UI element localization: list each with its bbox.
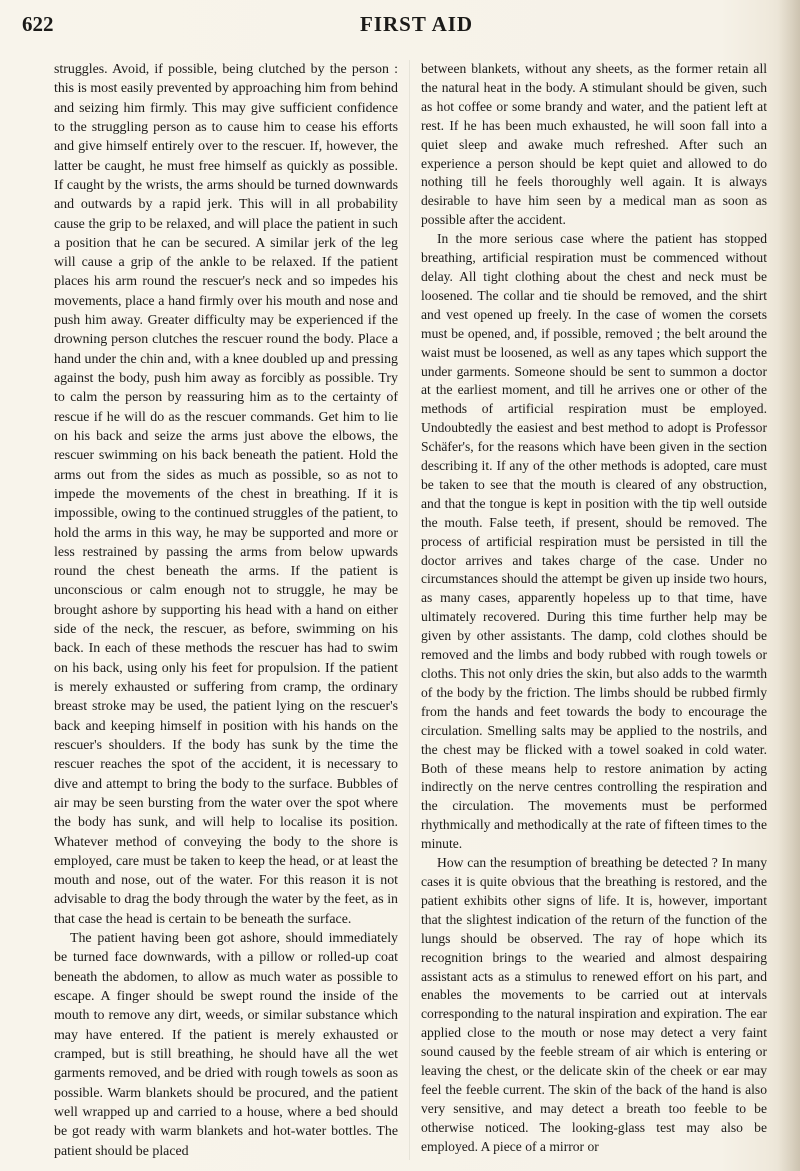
page-number: 622 bbox=[22, 12, 54, 36]
page-edge-shadow bbox=[778, 0, 800, 1171]
right-paragraph-3: How can the resumption of breathing be detected ? In many cases it is quite obvious that the breathing is restored, and the patient exhibits other signs of life. It is, however, important that the slightest indication of the return of the function of the lungs should be observed. The ray of hope which its recognition brings to the wearied and almost despairing assistant acts as a stimulus to renewed effort on his part, and enables the movements to be carried out at intervals corresponding to the natural inspiration and expiration. The ear applied close to the mouth or nose may detect a very faint sound caused by the feeble stream of air which is entering or leaving the chest, or the delicate skin of the cheek or ear may feel the feeble current. The skin of the back of the hand is also very sensitive, and may detect a breath too feeble to be otherwise noticed. The looking-glass test may also be employed. A piece of a mirror or bbox=[421, 855, 767, 1154]
left-column bbox=[54, 60, 398, 1161]
left-paragraph-2: The patient having been got ashore, should immediately be turned face downwards, with a pillow or rolled-up coat beneath the abdomen, to allow as much water as possible to escape. A finger should be swept round the inside of the mouth to remove any dirt, weeds, or similar substance which may have entered. If the patient is merely exhausted or cramped, but is still breathing, he should have all the wet garments removed, and be dried with rough towels as soon as possible. Warm blankets should be procured, and the patient well wrapped up and carried to a house, where a bed should be got ready with warm blankets and hot-water bottles. The patient should be placed bbox=[54, 931, 398, 1159]
running-head: FIRST AID bbox=[360, 12, 474, 36]
left-paragraph-1: struggles. Avoid, if possible, being clutched by the person : this is most easily prevented by approaching him from behind and seizing him firmly. This may give sufficient confidence to the struggling person as to cause him to cease his efforts and give himself entirely over to the rescuer. If, however, the latter be caught, he must free himself as quickly as possible. If caught by the wrists, the arms should be turned downwards and outwards by a rapid jerk. This will in all probability cause the grip to be relaxed, and will place the patient in such a position that he can be secured. A similar jerk of the leg will cause a grip of the ankle to be relaxed. If the patient places his arm round the rescuer's neck and so impedes his movements, place a hand firmly over his mouth and nose and push him away. Greater difficulty may be experienced if the drowning person clutches the rescuer round the body. Place a hand under the chin and, with a knee doubled up and pressing against the body, push him away as forcibly as possible. Try to calm the person by reassuring him as to the certainty of rescue if he will do as the rescuer commands. Get him to lie on his back and seize the arms just above the elbows, the rescuer swimming on his back beneath the patient. Hold the arms out from the sides as much as possible, so as not to impede the movements of the chest in breathing. If it is impossible, owing to the continued struggles of the patient, to hold the arms in this way, he may be supported and more or less restrained by passing the arms from below upwards round the chest beneath the arms. If the patient is unconscious or calm enough not to struggle, he may be brought ashore by supporting his head with a hand on either side of the neck, the rescuer, as before, swimming on his back. In each of these methods the rescuer has had to swim on his back, using only his feet for propulsion. If the patient is merely exhausted or suffering from cramp, the ordinary breast stroke may be used, the patient lying on the rescuer's back and keeping himself in position with his hands on the rescuer's shoulders. If the body has sunk by the time the rescuer reaches the spot of the accident, it is necessary to dive and attempt to bring the body to the surface. Bubbles of air may be seen bursting from the water over the spot where the body has sunk, and will help to localise its position. Whatever method of conveying the body to the shore is employed, care must be taken to keep the head, or at least the mouth and nose, out of the water. For this reason it is not advisable to drag the body through the water by the feet, as in that case the head is certain to be beneath the surface. bbox=[54, 62, 398, 927]
right-column bbox=[421, 60, 767, 1157]
right-paragraph-1: between blankets, without any sheets, as the former retain all the natural heat in the body. A stimulant should be given, such as hot coffee or some brandy and water, and the patient left at rest. If he has been much exhausted, he will soon fall into a quiet sleep and awake much refreshed. After such an experience a person should be kept quiet and allowed to do nothing till he feels thoroughly well again. It is always desirable to have him seen by a medical man as soon as possible after the accident. bbox=[421, 61, 767, 228]
column-gutter bbox=[409, 60, 410, 1160]
right-paragraph-2: In the more serious case where the patient has stopped breathing, artificial respiration must be commenced without delay. All tight clothing about the chest and neck must be loosened. The collar and tie should be removed, and the shirt and vest opened up freely. In the case of women the corsets must be opened, and, if possible, removed ; the belt around the waist must be loosened, as well as any tapes which support the under garments. Someone should be sent to summon a doctor at the earliest moment, and till he arrives one or other of the methods of artificial respiration must be employed. Undoubtedly the easiest and best method to adopt is Professor Schäfer's, for the reasons which have been given in the section describing it. If any of the other methods is adopted, care must be taken to see that the mouth is cleared of any obstruction, and that the tongue is kept in position with the tip well outside the mouth. False teeth, if present, should be removed. The process of artificial respiration must be persisted in till the doctor arrives and takes charge of the case. Under no circumstances should the attempt be given up inside two hours, as many cases, apparently hopeless up to that time, have ultimately recovered. During this time further help may be given by other assistants. The damp, cold clothes should be removed and the limbs and body rubbed with rough towels or cloths. This not only dries the skin, but also adds to the warmth of the body by the friction. The limbs should be rubbed firmly from the hands and feet towards the body to encourage the circulation. Smelling salts may be applied to the nostrils, and the chest may be flicked with a towel soaked in cold water. Both of these means help to restore animation by acting indirectly on the nerve centres controlling the respiration and the circulation. The movements must be performed rhythmically and methodically at the rate of fifteen times to the minute. bbox=[421, 231, 767, 852]
